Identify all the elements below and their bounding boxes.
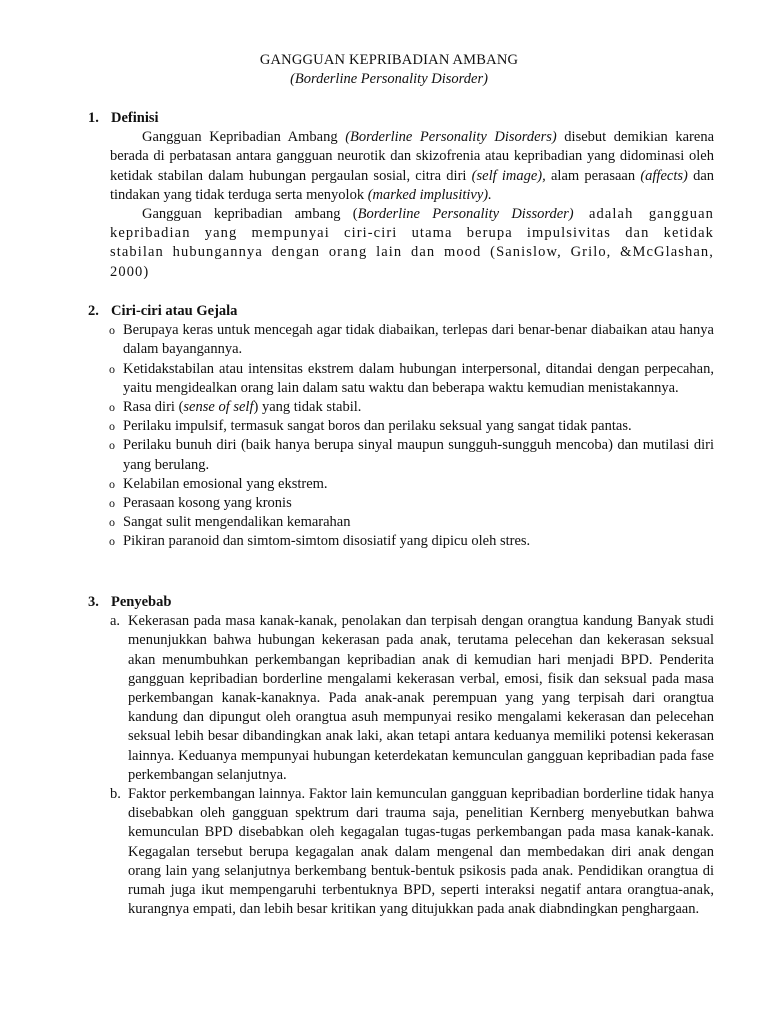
list-item-text: ) yang tidak stabil. bbox=[253, 399, 362, 416]
list-item bbox=[109, 398, 714, 417]
list-item-text: Faktor perkembangan lainnya. Faktor lain kemunculan gangguan kepribadian borderline tidak hanya disebabkan oleh gangguan spektrum dari trauma saja, penelitian Kernberg menyebutkan bahwa kemunculan BPD disebabkan oleh kegagalan tugas-tugas perkembangan pada masa kanak-kanak. Kegagalan tersebut berupa kegagalan anak dalam mengenal dan membedakan diri anak dengan orang lain yang selanjutnya berkembang bentuk-bentuk psikosis pada anak. Pendidikan orangtua di rumah juga ikut mempengaruhi terbentuknya BPD, seperti interaksi negatif antara orangtua-anak, kurangnya empati, dan lebih besar kritikan yang ditujukkan pada anak diabndingkan penghargaan. bbox=[128, 786, 714, 918]
text-run-italic: (Borderline Personality Disorders) bbox=[345, 129, 557, 146]
list-item bbox=[109, 532, 714, 551]
list-item bbox=[109, 360, 714, 398]
title-block bbox=[0, 51, 768, 89]
symptom-list bbox=[88, 321, 714, 551]
list-item bbox=[110, 612, 714, 785]
bullet-icon: o bbox=[109, 515, 115, 530]
section-number: 2. bbox=[88, 303, 99, 319]
text-run: alam perasaan bbox=[545, 167, 641, 184]
list-item-text: Kelabilan emosional yang ekstrem. bbox=[123, 475, 328, 492]
section-number: 1. bbox=[88, 110, 99, 126]
list-item-text-italic: sense of self bbox=[183, 399, 254, 416]
section-heading bbox=[88, 593, 714, 612]
paragraph bbox=[110, 128, 714, 205]
section-heading bbox=[88, 302, 714, 321]
list-item bbox=[109, 417, 714, 436]
text-run: disebut demikian karena berada di perbatasan antara gangguan neurotik dan skizofrenia atau kepribadian yang didominasi oleh ketidak stabilan dalam hubungan pergaulan sosial, citra diri bbox=[110, 129, 714, 184]
list-item bbox=[109, 436, 714, 474]
text-run: Gangguan Kepribadian Ambang bbox=[142, 129, 346, 146]
cause-list bbox=[88, 612, 714, 919]
section-ciri bbox=[88, 302, 714, 552]
section-title: Definisi bbox=[111, 110, 159, 126]
bullet-icon: o bbox=[109, 438, 115, 453]
list-item-text: Sangat sulit mengendalikan kemarahan bbox=[123, 514, 351, 531]
section-definisi bbox=[88, 109, 714, 282]
text-run-italic: (affects) bbox=[640, 167, 688, 184]
bullet-icon: o bbox=[109, 400, 115, 415]
list-item bbox=[109, 475, 714, 494]
section-title: Ciri-ciri atau Gejala bbox=[111, 303, 238, 319]
document-title: GANGGUAN KEPRIBADIAN AMBANG bbox=[259, 52, 519, 68]
bullet-icon: o bbox=[109, 476, 115, 491]
list-marker: b. bbox=[110, 786, 121, 803]
text-run: Gangguan kepribadian ambang ( bbox=[142, 206, 358, 223]
list-item-text: Perilaku impulsif, termasuk sangat boros dan perilaku seksual yang sangat tidak pantas. bbox=[123, 418, 632, 435]
section-number: 3. bbox=[88, 594, 99, 610]
list-item-text: Rasa diri ( bbox=[123, 399, 184, 416]
section-heading bbox=[88, 109, 714, 128]
list-item bbox=[110, 785, 714, 919]
text-run-italic: Borderline Personality Dissorder) bbox=[357, 206, 574, 223]
bullet-icon: o bbox=[109, 534, 115, 549]
list-item-text: Ketidakstabilan atau intensitas ekstrem dalam hubungan interpersonal, ditandai dengan perpecahan, yaitu mengidealkan orang lain dalam satu waktu dan beberapa waktu kemudian menistakannya. bbox=[123, 360, 714, 396]
paragraph bbox=[110, 205, 714, 282]
list-item bbox=[109, 321, 714, 359]
text-run: adalah gangguan kepribadian yang mempunyai ciri-ciri utama berupa impulsivitas dan ketidak stabilan hubungannya dengan orang lain dan mood (Sanislow, Grilo, &McGlashan, 2000) bbox=[110, 206, 714, 280]
bullet-icon: o bbox=[109, 361, 115, 376]
section-penyebab bbox=[88, 593, 714, 919]
list-item-text: Perasaan kosong yang kronis bbox=[123, 495, 292, 512]
text-run-italic: (self image), bbox=[471, 167, 546, 184]
bullet-icon: o bbox=[109, 323, 115, 338]
list-item-text: Perilaku bunuh diri (baik hanya berupa sinyal maupun sungguh-sungguh mencoba) dan mutilasi diri yang berulang. bbox=[123, 437, 714, 473]
bullet-icon: o bbox=[109, 496, 115, 511]
text-run: dan tindakan yang tidak terduga serta menyolok bbox=[110, 167, 715, 203]
section-title: Penyebab bbox=[111, 594, 172, 610]
bullet-icon: o bbox=[109, 419, 115, 434]
list-item-text: Pikiran paranoid dan simtom-simtom disosiatif yang dipicu oleh stres. bbox=[123, 533, 531, 550]
list-marker: a. bbox=[110, 613, 121, 630]
text-run-italic: (marked implusitivy). bbox=[367, 186, 492, 203]
document-subtitle: (Borderline Personality Disorder) bbox=[290, 71, 488, 87]
list-item-text: Berupaya keras untuk mencegah agar tidak diabaikan, terlepas dari benar-benar diabaikan atau hanya dalam bayangannya. bbox=[123, 322, 714, 358]
list-item bbox=[109, 494, 714, 513]
list-item bbox=[109, 513, 714, 532]
list-item-text: Kekerasan pada masa kanak-kanak, penolakan dan terpisah dengan orangtua kandung Banyak studi menunjukkan bahwa hubungan kekerasan pada anak, terutama pelecehan dan kekerasan seksual akan menumbuhkan perkembangan kepribadian anak di kemudian hari menjadi BPD. Penderita gangguan kepribadian borderline mengalami kekerasan verbal, emosi, fisik dan seksual pada masa perkembangan kanak-kanaknya. Pada anak-anak perempuan yang yang terpisah dari orangtua kandung dan dipungut oleh orangtua asuh mempunyai resiko mengalami kekerasan dan pelecehan seksual lebih besar dibandingkan anak laki, akan tetapi antara keduanya memiliki potensi kekerasan lainnya. Keduanya mempunyai hubungan keterdekatan kemunculan gangguan kepribadian pada fase perkembangan selanjutnya. bbox=[128, 613, 714, 783]
